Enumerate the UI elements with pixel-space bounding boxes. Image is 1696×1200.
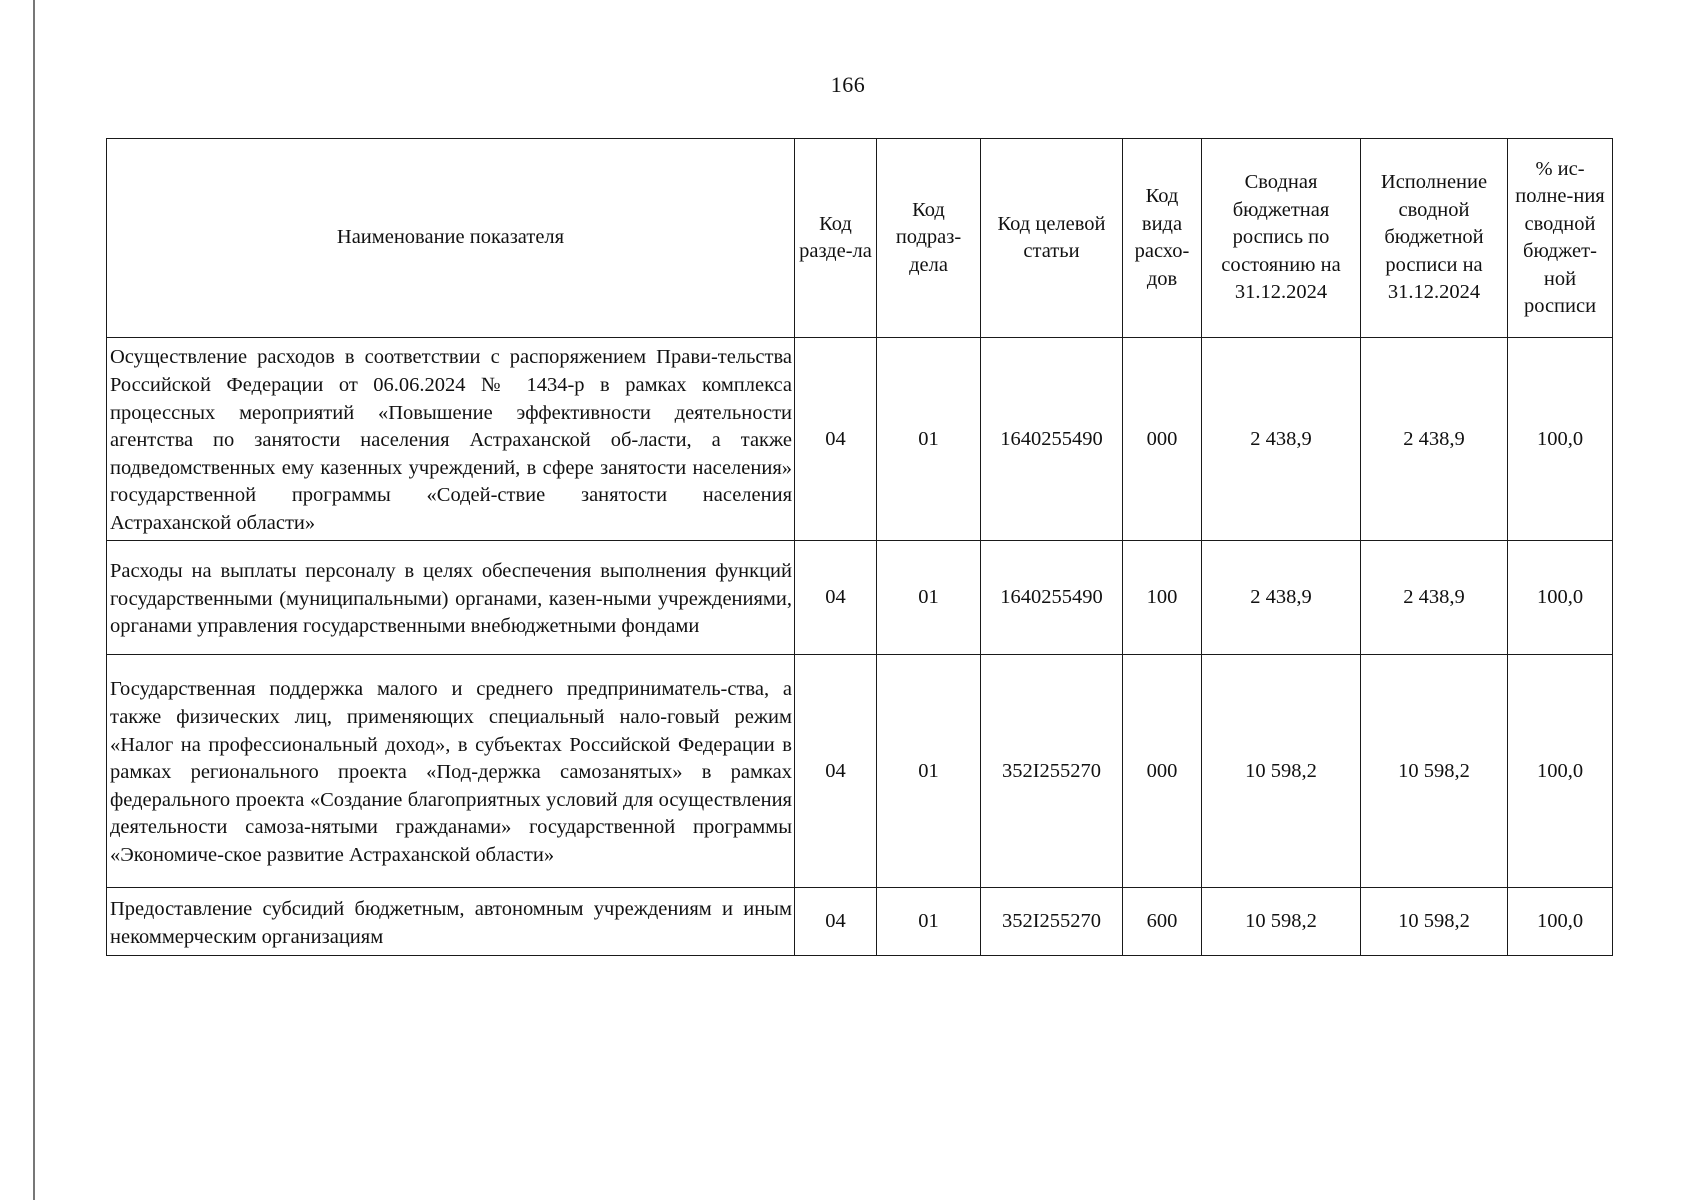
header-subsection-code: Код подраз-дела [877,139,981,338]
row-budget-amount: 2 438,9 [1202,338,1361,541]
row-execution-percent: 100,0 [1508,541,1613,655]
header-name: Наименование показателя [107,139,795,338]
row-target-code: 1640255490 [981,541,1123,655]
scan-edge-line [33,0,35,1200]
row-budget-amount: 10 598,2 [1202,888,1361,956]
row-subsection-code: 01 [877,655,981,888]
row-subsection-code: 01 [877,338,981,541]
row-expense-type-code: 100 [1123,541,1202,655]
row-name: Государственная поддержка малого и среднего предприниматель-ства, а также физических лиц, применяющих специальный нало-говый режим «Налог на профессиональный доход», в субъектах Российской Федерации в рамках регионального проекта «Под-держка самозанятых» в рамках федерального проекта «Создание благоприятных условий для осуществления деятельности самоза-нятыми гражданами» государственной программы «Экономиче-ское развитие Астраханской области» [107,655,795,888]
header-expense-type-code: Код вида расхо-дов [1123,139,1202,338]
row-name: Осуществление расходов в соответствии с распоряжением Прави-тельства Российской Федерации от 06.06.2024 № 1434-р в рамках комплекса процессных мероприятий «Повышение эффективности деятельности агентства по занятости населения Астраханской об-ласти, а также подведомственных ему казенных учреждений, в сфере занятости населения» государственной программы «Содей-ствие занятости населения Астраханской области» [107,338,795,541]
row-execution-percent: 100,0 [1508,655,1613,888]
row-execution-percent: 100,0 [1508,888,1613,956]
row-section-code: 04 [795,338,877,541]
header-target-code: Код целевой статьи [981,139,1123,338]
header-budget-execution: Исполнение сводной бюджетной росписи на 31.12.2024 [1361,139,1508,338]
row-execution-amount: 2 438,9 [1361,541,1508,655]
budget-execution-table [106,138,1613,956]
row-target-code: 352I255270 [981,888,1123,956]
row-execution-amount: 2 438,9 [1361,338,1508,541]
table-row [107,888,1613,956]
table-header-row [107,139,1613,338]
page-number: 166 [830,72,866,97]
row-execution-amount: 10 598,2 [1361,888,1508,956]
row-subsection-code: 01 [877,541,981,655]
row-section-code: 04 [795,541,877,655]
row-execution-percent: 100,0 [1508,338,1613,541]
table-row [107,655,1613,888]
header-execution-percent: % ис-полне-ния сводной бюджет-ной росписи [1508,139,1613,338]
header-section-code: Код разде-ла [795,139,877,338]
row-budget-amount: 10 598,2 [1202,655,1361,888]
row-budget-amount: 2 438,9 [1202,541,1361,655]
row-section-code: 04 [795,888,877,956]
row-expense-type-code: 600 [1123,888,1202,956]
row-name: Предоставление субсидий бюджетным, автономным учреждениям и иным некоммерческим организациям [107,888,795,956]
row-target-code: 352I255270 [981,655,1123,888]
row-subsection-code: 01 [877,888,981,956]
table-row [107,338,1613,541]
table-row [107,541,1613,655]
row-expense-type-code: 000 [1123,338,1202,541]
row-section-code: 04 [795,655,877,888]
row-expense-type-code: 000 [1123,655,1202,888]
row-target-code: 1640255490 [981,338,1123,541]
row-name: Расходы на выплаты персоналу в целях обеспечения выполнения функций государственными (муниципальными) органами, казен-ными учреждениями, органами управления государственными внебюджетными фондами [107,541,795,655]
header-budget-schedule: Сводная бюджетная роспись по состоянию на 31.12.2024 [1202,139,1361,338]
row-execution-amount: 10 598,2 [1361,655,1508,888]
